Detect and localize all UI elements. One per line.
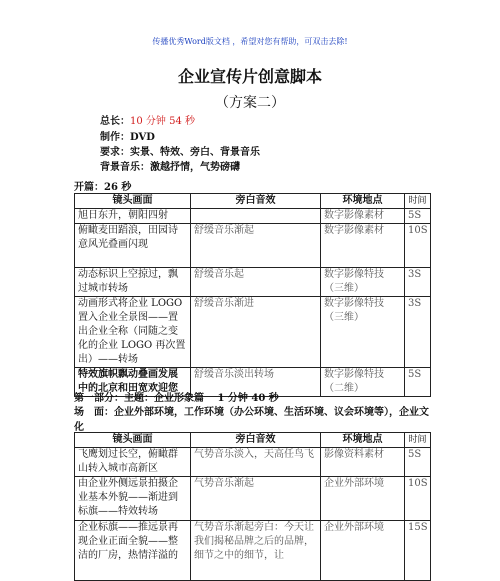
col-header-location: 环境地点 [321, 194, 405, 209]
cell-narration: 舒缓音乐淡出转场 [191, 368, 321, 397]
cell-location: 数字影像素材 [321, 224, 405, 268]
cell-narration: 舒缓音乐渐进 [191, 297, 321, 368]
table-header-row [75, 194, 431, 209]
cell-time: 5S [405, 448, 431, 477]
table-row [75, 209, 431, 224]
cell-time: 10S [405, 224, 431, 268]
part1-table [74, 432, 431, 581]
meta-bgm: 背景音乐：激越抒情，气势磅礴 [100, 162, 240, 173]
part1-scene: 场 面：企业外部环境，工作环境（办公环境、生活环境、议会环境等），企业文化 [74, 407, 429, 433]
cell-location: 数字影像特技（三维） [321, 268, 405, 297]
col-header-time: 时间 [405, 194, 431, 209]
table-row [75, 477, 431, 521]
table-row [75, 448, 431, 477]
cell-time: 10S [405, 477, 431, 521]
col-header-narration: 旁白音效 [191, 194, 321, 209]
table-row [75, 297, 431, 368]
cell-shot: 旭日东升，朝阳四射 [75, 209, 191, 224]
table-row [75, 224, 431, 268]
cell-narration [191, 209, 321, 224]
cell-shot: 动画形式将企业 LOGO 置入企业全景图——置出企业全称（同随之变化的企业 LOGO 再次置出）——转场 [75, 297, 191, 368]
cell-time: 5S [405, 209, 431, 224]
cell-narration: 气势音乐淡入，天高任鸟飞 [191, 448, 321, 477]
col-header-shot: 镜头画面 [75, 433, 191, 448]
cell-location: 企业外部环境 [321, 521, 405, 581]
cell-narration: 舒缓音乐起 [191, 268, 321, 297]
page-subtitle: （方案二） [215, 95, 285, 111]
cell-narration: 气势音乐渐起 [191, 477, 321, 521]
col-header-time: 时间 [405, 433, 431, 448]
cell-location: 数字影像素材 [321, 209, 405, 224]
col-header-shot: 镜头画面 [75, 194, 191, 209]
cell-narration: 气势音乐渐起旁白：今天让我们揭秘品牌之后的品牌，细节之中的细节，让 [191, 521, 321, 581]
cell-location: 影像资料素材 [321, 448, 405, 477]
cell-time: 3S [405, 268, 431, 297]
meta-duration [100, 114, 195, 130]
cell-time: 3S [405, 297, 431, 368]
cell-shot: 由企业外侧远景拍摄企业基本外貌——渐进到标旗——特效转场 [75, 477, 191, 521]
cell-shot: 企业标旗——推远景再现企业正面全貌——整洁的厂房，热情洋溢的 [75, 521, 191, 581]
cell-shot: 特效旗帜飘动叠画发展中的北京和田宽欢迎您 [75, 368, 191, 397]
col-header-location: 环境地点 [321, 433, 405, 448]
meta-production: 制作：DVD [100, 132, 155, 143]
opening-heading: 开篇：26 秒 [74, 182, 132, 193]
cell-location: 数字影像特技（二维） [321, 368, 405, 397]
table-header-row [75, 433, 431, 448]
table-row [75, 521, 431, 581]
duration-value: 10 分钟 54 秒 [130, 116, 195, 127]
cell-time: 15S [405, 521, 431, 581]
cell-narration: 舒缓音乐渐起 [191, 224, 321, 268]
opening-table [74, 193, 431, 397]
cell-shot: 俯瞰麦田蹈浪，田园诗意风光叠画闪现 [75, 224, 191, 268]
cell-shot: 动态标识上空掠过，飘过城市转场 [75, 268, 191, 297]
col-header-narration: 旁白音效 [191, 433, 321, 448]
table-row [75, 268, 431, 297]
page-title: 企业宣传片创意脚本 [177, 67, 322, 86]
cell-time: 5S [405, 368, 431, 397]
part1-heading: 第一部分：主题：企业形象篇 1 分钟 40 秒 [74, 393, 279, 404]
meta-requirements: 要求：实景、特效、旁白、背景音乐 [100, 147, 260, 158]
cell-shot: 飞鹰划过长空，俯瞰群山转入城市高新区 [75, 448, 191, 477]
cell-location: 企业外部环境 [321, 477, 405, 521]
duration-label: 总长： [100, 116, 130, 127]
cell-location: 数字影像特技（三维） [321, 297, 405, 368]
top-banner: 传播优秀Word版文档 ，希望对您有帮助，可双击去除! [152, 37, 348, 46]
